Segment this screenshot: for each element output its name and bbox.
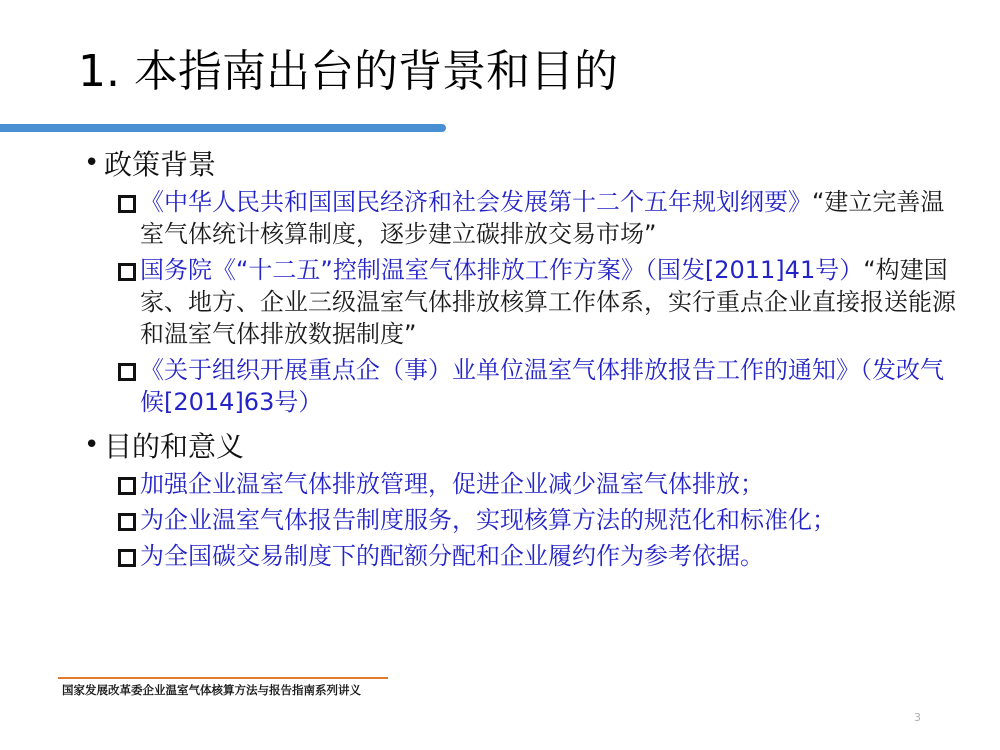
list-item [118,254,964,350]
bullet-icon: • [84,148,100,178]
checkbox-icon [118,263,136,281]
checkbox-icon [118,513,136,531]
footer-caption: 国家发展改革委企业温室气体核算方法与报告指南系列讲义 [62,683,361,697]
slide-title: 1. 本指南出台的背景和目的 [78,46,618,97]
list-item [118,504,964,536]
footer-divider [58,677,388,679]
list-item [118,468,964,500]
item-reference-text: 《中华人民共和国国民经济和社会发展第十二个五年规划纲要》 [140,188,812,216]
bullet-icon: • [84,430,100,460]
section-heading-text: 政策背景 [104,148,217,181]
section-heading-text: 目的和意义 [104,430,245,463]
item-reference-text: 为全国碳交易制度下的配额分配和企业履约作为参考依据。 [140,542,764,570]
list-item [118,354,964,418]
item-reference-text: 为企业温室气体报告制度服务，实现核算方法的规范化和标准化； [140,506,836,534]
item-reference-text: 加强企业温室气体排放管理，促进企业减少温室气体排放； [140,470,764,498]
item-quote-text: “建立完善温室气体统计核算制度，逐步建立碳排放交易市场” [140,188,945,248]
checkbox-icon [118,477,136,495]
section-heading [84,424,964,466]
checkbox-icon [118,363,136,381]
section-policy-background [84,142,964,418]
item-quote-text: “构建国家、地方、企业三级温室气体排放核算工作体系，实行重点企业直接报送能源和温室气体排放数据制度” [140,256,956,348]
section-purpose-significance [84,424,964,572]
item-list [84,186,964,418]
checkbox-icon [118,549,136,567]
item-reference-text: 《关于组织开展重点企（事）业单位温室气体排放报告工作的通知》（发改气候[2014]63号） [140,356,944,416]
list-item [118,186,964,250]
item-reference-text: 国务院《“十二五”控制温室气体排放工作方案》（国发[2011]41号） [140,256,864,284]
slide-content [84,142,964,576]
list-item [118,540,964,572]
title-underline [0,124,446,132]
checkbox-icon [118,195,136,213]
item-list [84,468,964,572]
section-heading [84,142,964,184]
page-number: 3 [914,711,921,724]
